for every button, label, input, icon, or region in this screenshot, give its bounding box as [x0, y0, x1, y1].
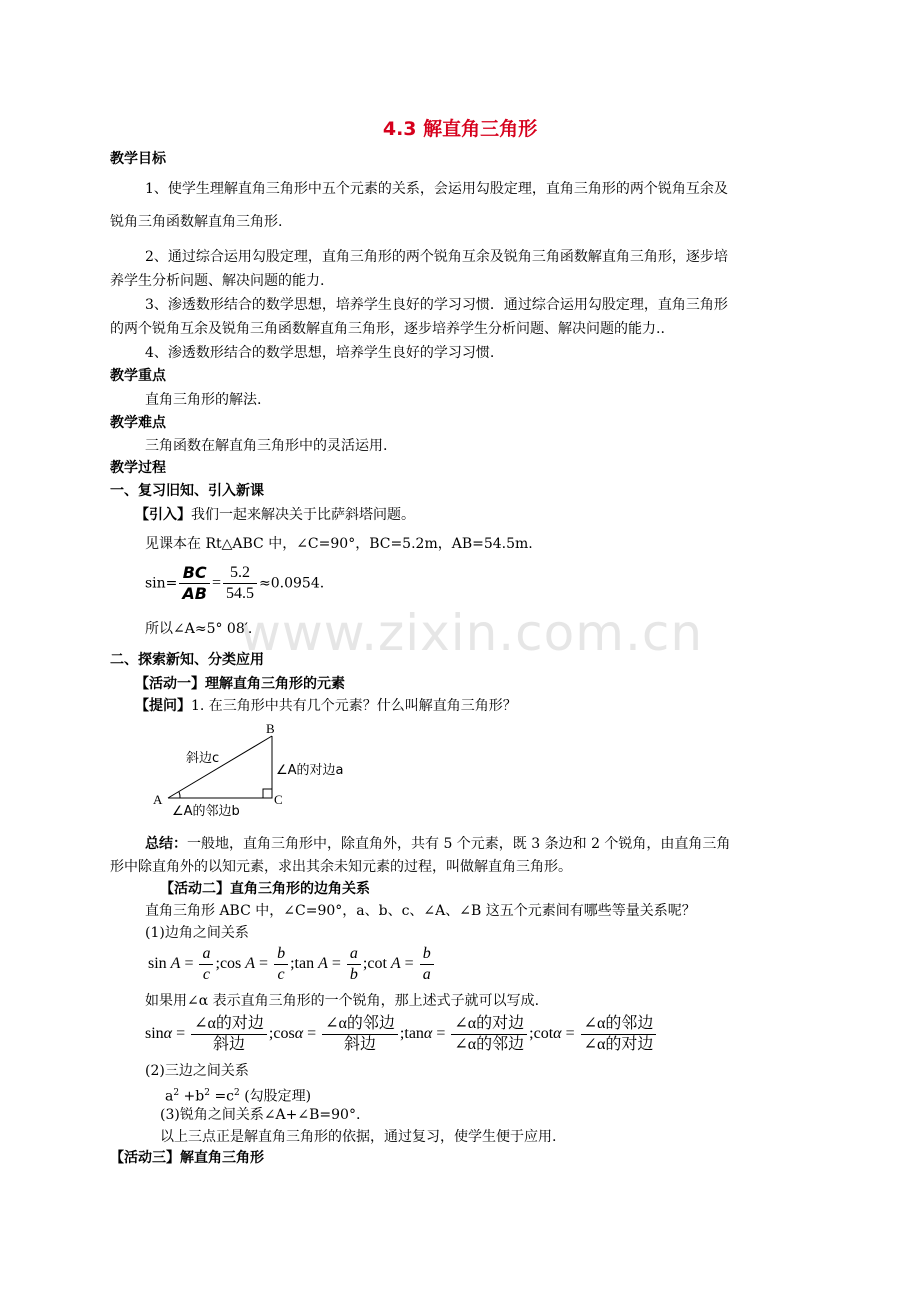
goal1-line-b: 锐角三角函数解直角三角形. [110, 214, 283, 230]
intro-given: 见课本在 Rt△ABC 中，∠C=90°，BC=5.2m，AB=54.5m. [145, 536, 533, 552]
section1-heading: 一、复习旧知、引入新课 [110, 483, 264, 499]
section2-heading: 二、探索新知、分类应用 [110, 652, 264, 668]
frac-bc-ab: $\frac{BC}{AB}$ [179, 563, 210, 604]
intro-line [135, 506, 415, 524]
angle-result: 所以∠A≈5° 08′. [145, 621, 253, 637]
summary-line-b: 形中除直角外的以知元素，求出其余未知元素的过程，叫做解直角三角形。 [110, 859, 572, 875]
goal3-line-b: 的两个锐角互余及锐角三角函数解直角三角形，逐步培养学生分析问题、解决问题的能力.. [110, 321, 665, 337]
goal4-line: 4、渗透数形结合的数学思想，培养学生良好的学习习惯. [145, 345, 495, 361]
key-text: 直角三角形的解法. [145, 392, 262, 408]
summary-line-a [145, 835, 730, 853]
goal2-line-b: 养学生分析问题、解决问题的能力. [110, 273, 325, 289]
hypotenuse-label: 斜边c [186, 751, 220, 766]
vertex-c-label: C [274, 792, 283, 807]
difficulty-text: 三角函数在解直角三角形中的灵活运用. [145, 438, 388, 454]
relation1-heading: (1)边角之间关系 [145, 925, 249, 941]
vertex-b-label: B [266, 722, 275, 736]
goal-heading: 教学目标 [110, 151, 166, 167]
intro-label: 【引入】 [135, 507, 191, 523]
opposite-side-label: ∠A的对边a [276, 763, 344, 778]
adjacent-side-label: ∠A的邻边b [172, 804, 240, 819]
watermark: www.zixin.com.cn [240, 604, 704, 662]
activity2-question: 直角三角形 ABC 中，∠C=90°，a、b、c、∠A、∠B 这五个元素间有哪些等量关系呢？ [145, 903, 696, 919]
process-heading: 教学过程 [110, 460, 166, 476]
frac-values: $\frac{5.2}{54.5}$ [223, 563, 257, 604]
summary-text-a: 一般地，直角三角形中，除直角外，共有 5 个元素，既 3 条边和 2 个锐角，由直角三角 [187, 836, 731, 852]
goal2-line-a: 2、通过综合运用勾股定理，直角三角形的两个锐角互余及锐角三角函数解直角三角形，逐步培 [145, 249, 728, 265]
sin-prefix: sin= [145, 575, 178, 592]
alpha-note: 如果用∠α 表示直角三角形的一个锐角，那上述式子就可以写成. [145, 993, 540, 1009]
relation3-line: (3)锐角之间关系∠A+∠B=90°. [160, 1107, 361, 1123]
activity2-heading: 【活动二】直角三角形的边角关系 [160, 881, 370, 897]
sin-suffix: ≈0.0954. [259, 575, 325, 592]
ask-label: 【提问】 [135, 698, 191, 714]
activity3-heading: 【活动三】解直角三角形 [110, 1150, 264, 1166]
page-title: 4.3 解直角三角形 [382, 118, 538, 140]
sin-formula: sin= $\frac{BC}{AB}$ = $\frac{5.2}{54.5}$ ≈0.0954. [145, 563, 325, 603]
activity1-heading: 【活动一】理解直角三角形的元素 [135, 676, 345, 692]
question-line [135, 697, 517, 715]
difficulty-heading: 教学难点 [110, 415, 166, 431]
hypotenuse-line [168, 736, 272, 798]
right-angle-mark [263, 789, 272, 798]
key-heading: 教学重点 [110, 368, 166, 384]
alpha-ratio-formula: sinα = $\frac{\text{∠α的对边}}{\text{斜边}}$ ;cosα = $\frac{\text{∠α的邻边}}{\text{斜边}}$ ;tanα = $\frac{\text{∠α的对边}}{\text{∠α的邻边}}$ ;cotα = $\frac{\text{∠α的邻边}}{\text{∠α的对边}}$ [145, 1014, 658, 1055]
trig-ratio-formula: sin A = $\frac{a}{c}$ ;cos A = $\frac{b}{c}$ ;tan A = $\frac{a}{b}$ ;cot A = $\frac{b}{a}$ [148, 944, 436, 985]
ask-text: 1. 在三角形中共有几个元素？什么叫解直角三角形？ [191, 698, 517, 714]
intro-text: 我们一起来解决关于比萨斜塔问题。 [191, 507, 415, 523]
right-triangle-diagram [150, 722, 380, 822]
vertex-a-label: A [153, 792, 163, 807]
goal1-line-a: 1、使学生理解直角三角形中五个元素的关系，会运用勾股定理，直角三角形的两个锐角互余及 [145, 181, 728, 197]
goal3-line-a: 3、渗透数形结合的数学思想，培养学生良好的学习习惯．通过综合运用勾股定理，直角三角形 [145, 297, 728, 313]
pythagorean-line: $a^2 +b^2 =c^2$ (勾股定理) [165, 1088, 312, 1105]
summary-label: 总结： [145, 836, 187, 852]
relation2-heading: (2)三边之间关系 [145, 1063, 249, 1079]
angle-a-arc [179, 792, 180, 798]
basis-line: 以上三点正是解直角三角形的依据，通过复习，使学生便于应用. [160, 1129, 557, 1145]
